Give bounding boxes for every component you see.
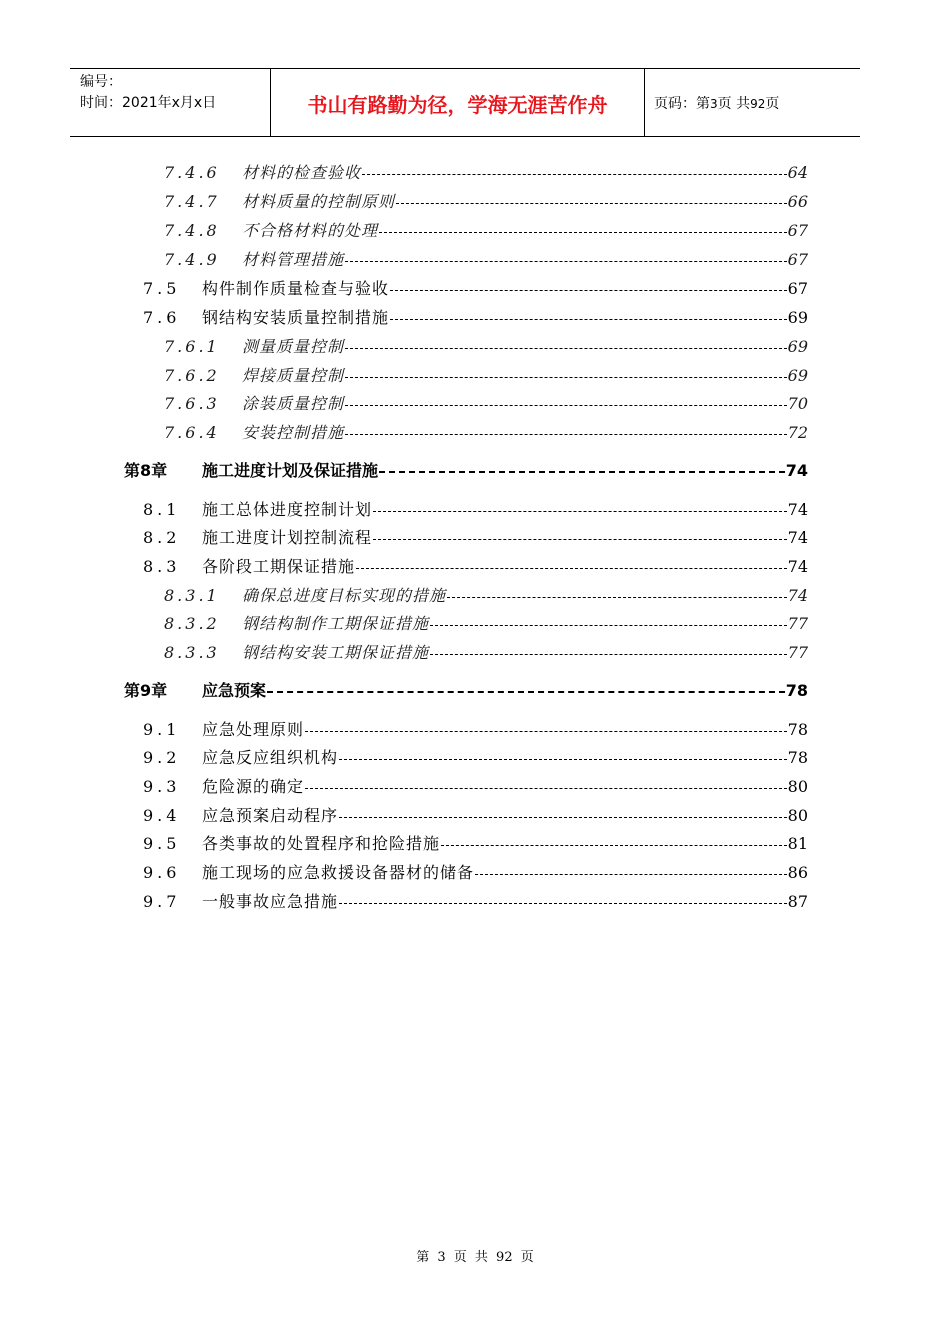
toc-entry-page: 67 bbox=[787, 221, 808, 240]
toc-dot-leader bbox=[379, 471, 785, 473]
toc-entry-title: 涂装质量控制 bbox=[242, 394, 345, 413]
toc-entry-title: 应急预案 bbox=[202, 681, 267, 700]
header-page-suffix: 页 bbox=[765, 96, 780, 112]
toc-entry-page: 66 bbox=[787, 192, 808, 211]
toc-entry-body bbox=[242, 189, 808, 215]
toc-entry-title: 应急反应组织机构 bbox=[202, 748, 339, 767]
toc-entry-title: 材料质量的控制原则 bbox=[242, 192, 396, 211]
toc-entry-title: 施工进度计划及保证措施 bbox=[202, 461, 379, 480]
toc-entry-page: 69 bbox=[787, 366, 808, 385]
toc-entry[interactable] bbox=[0, 583, 950, 609]
toc-dot-leader bbox=[396, 203, 787, 204]
toc-entry-number: 9.1 bbox=[143, 720, 181, 739]
toc-entry-number: 7.5 bbox=[143, 279, 181, 298]
toc-entry-body bbox=[242, 160, 808, 186]
toc-entry-title: 施工进度计划控制流程 bbox=[202, 528, 373, 547]
toc-entry-number: 7.4.7 bbox=[164, 192, 220, 211]
document-time-label: 时间：2021年x月x日 bbox=[80, 95, 217, 111]
toc-entry-title: 钢结构安装工期保证措施 bbox=[242, 643, 430, 662]
toc-entry-page: 77 bbox=[787, 614, 808, 633]
header-page-current: 3 bbox=[710, 97, 718, 111]
toc-entry-body bbox=[202, 889, 808, 915]
toc-entry-body bbox=[242, 363, 808, 389]
toc-entry-title: 不合格材料的处理 bbox=[242, 221, 379, 240]
toc-entry-body bbox=[242, 334, 808, 360]
toc-entry-page: 74 bbox=[787, 586, 808, 605]
toc-entry-body bbox=[202, 276, 808, 302]
toc-entry[interactable] bbox=[0, 774, 950, 800]
toc-entry[interactable] bbox=[0, 889, 950, 915]
toc-entry-number: 第9章 bbox=[124, 681, 168, 700]
toc-entry-number: 9.4 bbox=[143, 806, 181, 825]
toc-dot-leader bbox=[373, 511, 787, 512]
toc-dot-leader bbox=[345, 434, 787, 435]
toc-dot-leader bbox=[379, 232, 787, 233]
toc-entry-page: 78 bbox=[785, 681, 808, 700]
toc-entry-page: 74 bbox=[785, 461, 808, 480]
toc-entry-body bbox=[202, 717, 808, 743]
toc-entry[interactable] bbox=[0, 611, 950, 637]
toc-dot-leader bbox=[441, 845, 787, 846]
toc-dot-leader bbox=[345, 348, 787, 349]
toc-dot-leader bbox=[362, 174, 787, 175]
toc-entry[interactable] bbox=[0, 391, 950, 417]
toc-dot-leader bbox=[345, 261, 787, 262]
toc-entry[interactable] bbox=[0, 640, 950, 666]
toc-entry-page: 69 bbox=[787, 337, 808, 356]
toc-entry-title: 钢结构安装质量控制措施 bbox=[202, 308, 390, 327]
toc-dot-leader bbox=[390, 319, 787, 320]
toc-entry-title: 施工总体进度控制计划 bbox=[202, 500, 373, 519]
toc-entry-body bbox=[202, 831, 808, 857]
toc-entry[interactable] bbox=[0, 525, 950, 551]
toc-entry-title: 各阶段工期保证措施 bbox=[202, 557, 356, 576]
toc-entry-body bbox=[202, 554, 808, 580]
header-page-cell bbox=[644, 69, 860, 136]
toc-entry-body bbox=[242, 611, 808, 637]
toc-dot-leader bbox=[345, 377, 787, 378]
toc-entry-page: 81 bbox=[787, 834, 808, 853]
toc-entry-number: 8.2 bbox=[143, 528, 181, 547]
toc-entry[interactable] bbox=[0, 276, 950, 302]
toc-entry[interactable] bbox=[0, 189, 950, 215]
toc-entry[interactable] bbox=[0, 745, 950, 771]
toc-entry-page: 72 bbox=[787, 423, 808, 442]
header-page-info bbox=[654, 93, 779, 113]
toc-entry-number: 9.2 bbox=[143, 748, 181, 767]
toc-entry-body bbox=[202, 497, 808, 523]
toc-dot-leader bbox=[475, 874, 787, 875]
toc-entry-page: 78 bbox=[787, 720, 808, 739]
toc-chapter-entry[interactable] bbox=[0, 458, 950, 484]
toc-entry-body bbox=[202, 678, 808, 704]
toc-entry-title: 施工现场的应急救援设备器材的储备 bbox=[202, 863, 475, 882]
toc-entry[interactable] bbox=[0, 363, 950, 389]
toc-entry[interactable] bbox=[0, 803, 950, 829]
toc-entry-page: 77 bbox=[787, 643, 808, 662]
toc-entry-page: 86 bbox=[787, 863, 808, 882]
toc-dot-leader bbox=[345, 405, 787, 406]
header-motto: 书山有路勤为径，学海无涯苦作舟 bbox=[307, 93, 608, 117]
toc-entry-title: 构件制作质量检查与验收 bbox=[202, 279, 390, 298]
toc-entry[interactable] bbox=[0, 334, 950, 360]
toc-entry-title: 各类事故的处置程序和抢险措施 bbox=[202, 834, 441, 853]
toc-entry-page: 67 bbox=[787, 279, 808, 298]
toc-entry-number: 7.6.2 bbox=[164, 366, 220, 385]
toc-entry-page: 80 bbox=[787, 806, 808, 825]
toc-entry-body bbox=[202, 458, 808, 484]
toc-entry-title: 钢结构制作工期保证措施 bbox=[242, 614, 430, 633]
toc-entry-body bbox=[242, 640, 808, 666]
toc-entry[interactable] bbox=[0, 831, 950, 857]
toc-entry-title: 安装控制措施 bbox=[242, 423, 345, 442]
toc-entry-number: 第8章 bbox=[124, 461, 168, 480]
toc-entry-title: 焊接质量控制 bbox=[242, 366, 345, 385]
toc-entry-page: 67 bbox=[787, 250, 808, 269]
toc-dot-leader bbox=[447, 597, 787, 598]
toc-entry-number: 7.4.8 bbox=[164, 221, 220, 240]
toc-dot-leader bbox=[339, 817, 787, 818]
toc-entry-title: 材料的检查验收 bbox=[242, 163, 362, 182]
toc-entry-number: 8.3 bbox=[143, 557, 181, 576]
toc-entry-body bbox=[202, 525, 808, 551]
toc-dot-leader bbox=[339, 903, 787, 904]
toc-entry-number: 9.5 bbox=[143, 834, 181, 853]
toc-entry-number: 9.6 bbox=[143, 863, 181, 882]
toc-dot-leader bbox=[430, 654, 787, 655]
toc-entry-page: 74 bbox=[787, 557, 808, 576]
toc-entry-number: 7.6 bbox=[143, 308, 181, 327]
toc-entry-body bbox=[242, 247, 808, 273]
toc-entry-number: 9.7 bbox=[143, 892, 181, 911]
toc-entry-number: 7.6.3 bbox=[164, 394, 220, 413]
toc-entry[interactable] bbox=[0, 860, 950, 886]
header-page-mid: 页 共 bbox=[717, 96, 751, 112]
toc-entry-number: 7.4.9 bbox=[164, 250, 220, 269]
toc-dot-leader bbox=[356, 568, 787, 569]
toc-entry-body bbox=[202, 860, 808, 886]
toc-entry-title: 应急预案启动程序 bbox=[202, 806, 339, 825]
toc-entry-number: 7.6.4 bbox=[164, 423, 220, 442]
toc-dot-leader bbox=[373, 539, 787, 540]
toc-entry-body bbox=[202, 745, 808, 771]
page-footer: 第 3 页 共 92 页 bbox=[416, 1250, 534, 1265]
toc-entry-body bbox=[242, 583, 808, 609]
toc-entry-page: 78 bbox=[787, 748, 808, 767]
toc-entry-title: 材料管理措施 bbox=[242, 250, 345, 269]
toc-entry-number: 8.1 bbox=[143, 500, 181, 519]
toc-entry[interactable] bbox=[0, 305, 950, 331]
toc-entry-body bbox=[242, 391, 808, 417]
toc-entry-body bbox=[202, 803, 808, 829]
toc-entry-page: 74 bbox=[787, 500, 808, 519]
toc-chapter-entry[interactable] bbox=[0, 678, 950, 704]
toc-entry-number: 9.3 bbox=[143, 777, 181, 796]
toc-dot-leader bbox=[305, 731, 787, 732]
toc-entry-title: 确保总进度目标实现的措施 bbox=[242, 586, 447, 605]
toc-entry-number: 7.6.1 bbox=[164, 337, 220, 356]
toc-entry-title: 一般事故应急措施 bbox=[202, 892, 339, 911]
toc-entry[interactable] bbox=[0, 247, 950, 273]
toc-entry-body bbox=[242, 420, 808, 446]
toc-entry-page: 64 bbox=[787, 163, 808, 182]
header-page-total: 92 bbox=[750, 97, 766, 111]
page-header bbox=[70, 68, 860, 137]
toc-entry[interactable] bbox=[0, 218, 950, 244]
header-meta-cell bbox=[70, 69, 270, 136]
toc-entry-page: 70 bbox=[787, 394, 808, 413]
header-motto-cell bbox=[270, 69, 645, 136]
toc-dot-leader bbox=[339, 759, 787, 760]
toc-entry[interactable] bbox=[0, 420, 950, 446]
toc-entry-page: 80 bbox=[787, 777, 808, 796]
toc-entry-page: 87 bbox=[787, 892, 808, 911]
toc-entry-number: 8.3.3 bbox=[164, 643, 220, 662]
toc-entry-title: 应急处理原则 bbox=[202, 720, 305, 739]
toc-entry-body bbox=[202, 305, 808, 331]
toc-dot-leader bbox=[267, 691, 785, 693]
header-page-prefix: 页码：第 bbox=[654, 96, 710, 112]
toc-dot-leader bbox=[390, 290, 787, 291]
document-number-label: 编号： bbox=[80, 74, 122, 90]
toc-entry-page: 69 bbox=[787, 308, 808, 327]
toc-entry-number: 7.4.6 bbox=[164, 163, 220, 182]
toc-entry-body bbox=[202, 774, 808, 800]
toc-entry[interactable] bbox=[0, 497, 950, 523]
toc-entry-title: 测量质量控制 bbox=[242, 337, 345, 356]
toc-entry-title: 危险源的确定 bbox=[202, 777, 305, 796]
toc-entry-page: 74 bbox=[787, 528, 808, 547]
toc-entry-number: 8.3.2 bbox=[164, 614, 220, 633]
toc-entry[interactable] bbox=[0, 717, 950, 743]
toc-dot-leader bbox=[305, 788, 787, 789]
toc-entry[interactable] bbox=[0, 554, 950, 580]
toc-entry-body bbox=[242, 218, 808, 244]
toc-entry-number: 8.3.1 bbox=[164, 586, 220, 605]
toc-dot-leader bbox=[430, 625, 787, 626]
toc-entry[interactable] bbox=[0, 160, 950, 186]
